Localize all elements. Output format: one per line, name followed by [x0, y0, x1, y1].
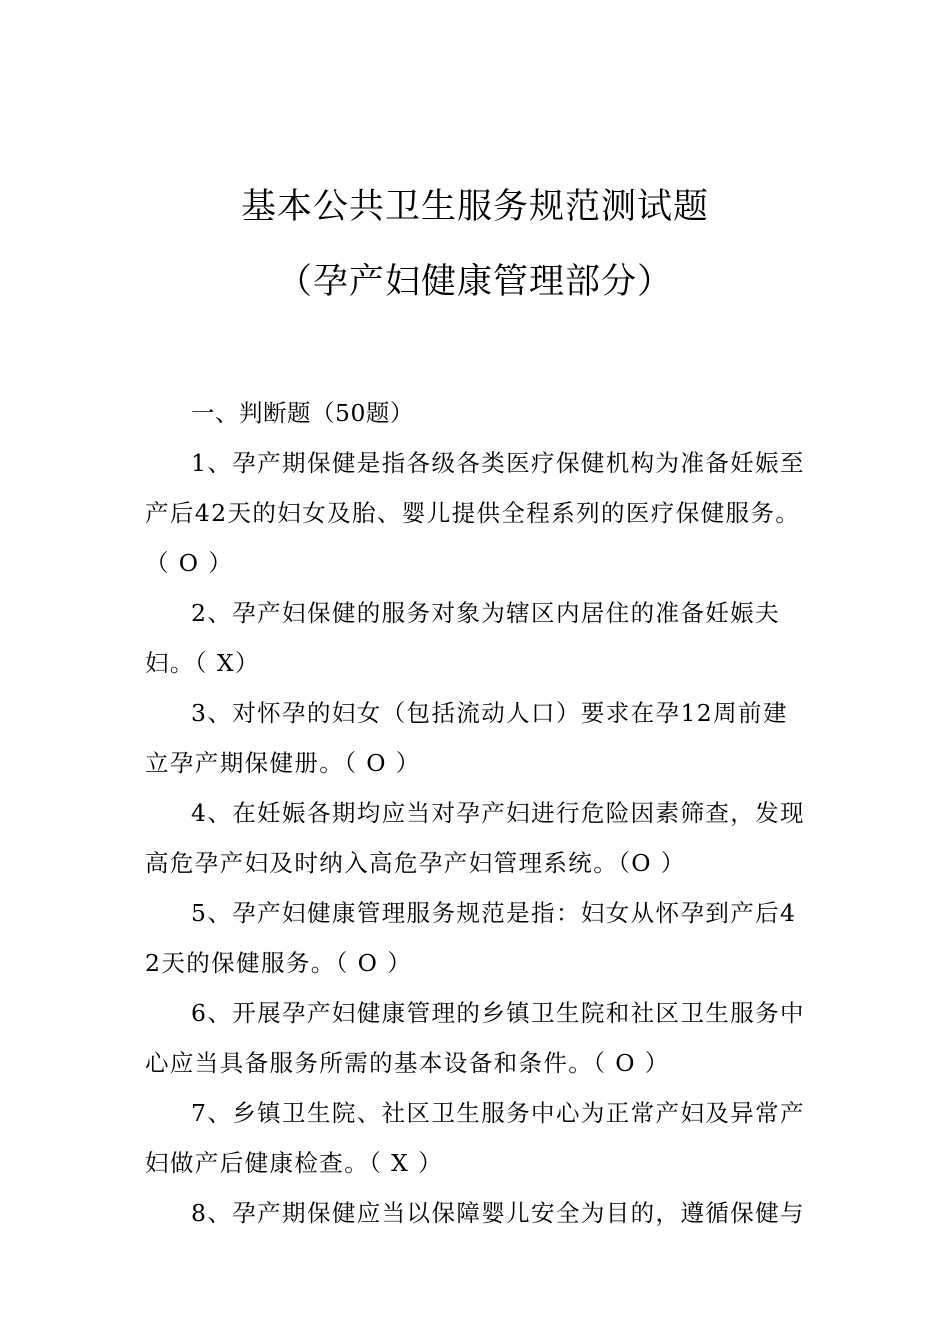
question-item: 8、孕产期保健应当以保障婴儿安全为目的，遵循保健与	[191, 1199, 805, 1227]
question-item: 7、乡镇卫生院、社区卫生服务中心为正常产妇及异常产妇做产后健康检查。（ X ）	[145, 1099, 805, 1177]
document-body	[145, 388, 810, 1238]
question-item: 4、在妊娠各期均应当对孕产妇进行危险因素筛查，发现高危孕产妇及时纳入高危孕产妇管理系统。（O ）	[145, 799, 805, 877]
question-item: 1、孕产期保健是指各级各类医疗保健机构为准备妊娠至产后42天的妇女及胎、婴儿提供全程系列的医疗保健服务。（ O ）	[145, 449, 805, 577]
section-heading: 一、判断题（50题）	[191, 399, 414, 427]
question-item: 2、孕产妇保健的服务对象为辖区内居住的准备妊娠夫妇。（ X）	[145, 599, 781, 677]
document-subtitle: （孕产妇健康管理部分）	[276, 262, 673, 302]
question-item: 6、开展孕产妇健康管理的乡镇卫生院和社区卫生服务中心应当具备服务所需的基本设备和条件。（ O ）	[145, 999, 805, 1077]
question-item: 5、孕产妇健康管理服务规范是指：妇女从怀孕到产后42天的保健服务。（ O ）	[145, 899, 797, 977]
document-title: 基本公共卫生服务规范测试题	[240, 187, 709, 227]
question-item: 3、对怀孕的妇女（包括流动人口）要求在孕12周前建立孕产期保健册。（ O ）	[145, 699, 788, 777]
